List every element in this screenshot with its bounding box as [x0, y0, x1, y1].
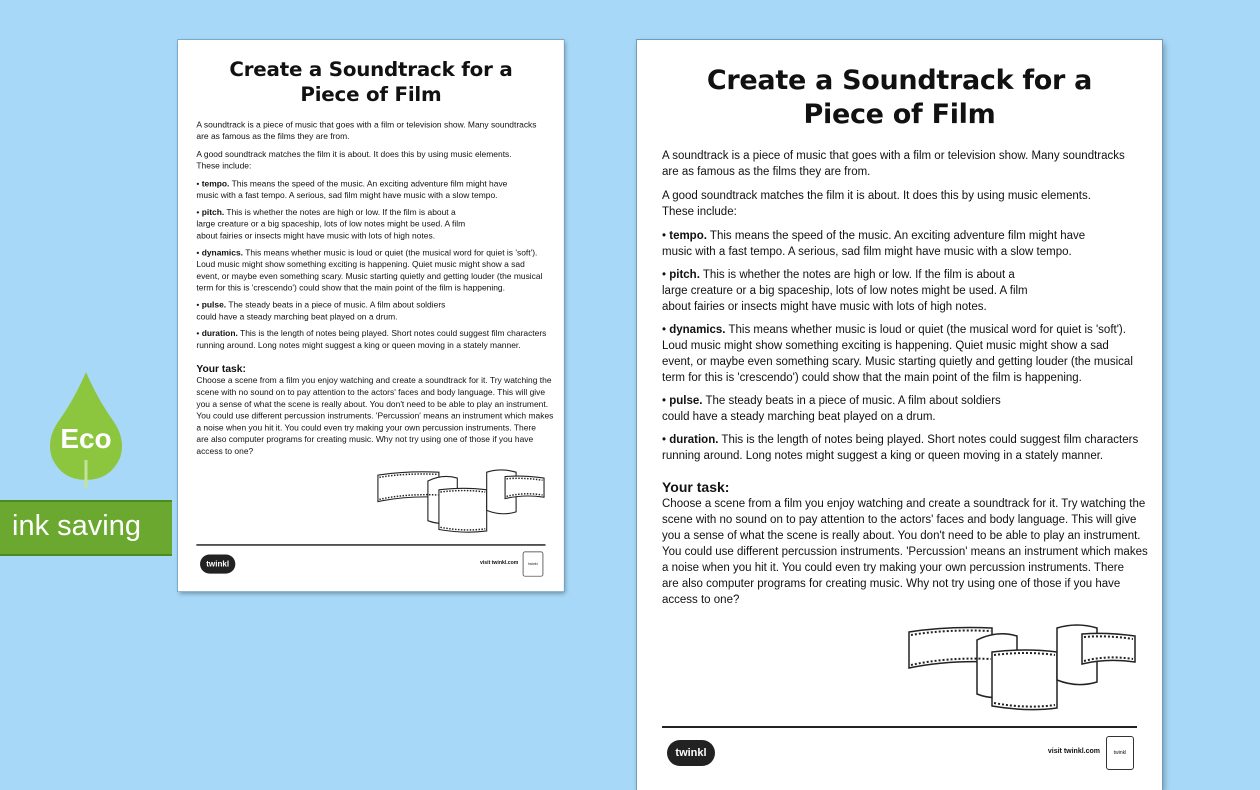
bullet-term: duration. — [201, 329, 238, 339]
bullet-term: tempo. — [201, 179, 230, 189]
ink-saving-label: ink saving — [12, 510, 141, 542]
task-heading: Your task: — [196, 362, 246, 375]
checked-badge-icon: twinkl — [1106, 736, 1134, 770]
list-item: • dynamics. This means whether music is loud or quiet (the musical word for quiet is 'soft'). Loud music might show something exciting is happening. Quiet music might show a sad event, or maybe even something scary. Music starting quietly and getting louder (the musical term for this is 'crescendo') could show that the main point of the film is happening. — [662, 324, 1133, 384]
bullet-term: pitch. — [201, 208, 225, 218]
twinkl-logo: twinkl — [667, 740, 715, 766]
visit-website-text: visit twinkl.com — [1047, 748, 1100, 755]
bullet-term: dynamics. — [201, 248, 244, 258]
bullet-text: This is the length of notes being played. Short notes could suggest film characters running around. Long notes might suggest a king or queen moving in a stately manner. — [196, 329, 547, 351]
list-item: • pitch. This is whether the notes are high or low. If the film is about a large creature or a big spaceship, lots of low notes might be used. A film about fairies or insects might have music with lots of high notes. — [196, 208, 466, 241]
bullet-term: duration. — [669, 434, 719, 446]
eco-label: Eco — [60, 423, 112, 454]
bullet-text: This is whether the notes are high or low. If the film is about a large creature or a big spaceship, lots of low notes might be used. A film about fairies or insects might have music with lots of high notes. — [196, 208, 466, 241]
bullet-term: tempo. — [669, 230, 707, 242]
list-item: • duration. This is the length of notes being played. Short notes could suggest film characters running around. Long notes might suggest a king or queen moving in a stately manner. — [196, 329, 547, 351]
list-item: • tempo. This means the speed of the music. An exciting adventure film might have music with a fast tempo. A serious, sad film might have music with a slow tempo. — [662, 230, 1086, 258]
worksheet-preview-large — [637, 40, 1162, 790]
bullet-text: The steady beats in a piece of music. A film about soldiers could have a steady marching beat played on a drum. — [662, 395, 1001, 423]
footer-divider — [196, 544, 545, 545]
film-strip-illustration — [376, 468, 545, 536]
bullet-term: pitch. — [669, 269, 700, 281]
worksheet-content — [662, 64, 1148, 616]
checked-badge-icon: twinkl — [523, 552, 544, 577]
intro-paragraph: A good soundtrack matches the film it is about. It does this by using music elements. These include: — [196, 150, 512, 171]
visit-website-text: visit twinkl.com — [479, 560, 519, 566]
bullet-term: pulse. — [201, 300, 227, 310]
bullet-text: This means whether music is loud or quiet (the musical word for quiet is 'soft'). Loud music might show something exciting is happening. Quiet music might show a sad event, or maybe even something scary. Music starting quietly and getting louder (the musical term for this is 'crescendo') could show that the main point of the film is happening. — [662, 324, 1133, 384]
worksheet-preview-small — [178, 40, 564, 591]
worksheet-title: Create a Soundtrack for a Piece of Film — [706, 65, 1093, 130]
twinkl-logo: twinkl — [200, 555, 235, 574]
intro-paragraph: A soundtrack is a piece of music that goes with a film or television show. Many soundtracks are as famous as the films they are from. — [662, 150, 1125, 178]
list-item: • pulse. The steady beats in a piece of music. A film about soldiers could have a steady marching beat played on a drum. — [196, 300, 446, 322]
bullet-text: This is whether the notes are high or low. If the film is about a large creature or a big spaceship, lots of low notes might be used. A film about fairies or insects might have music with lots of high notes. — [662, 269, 1028, 313]
bullet-text: This means the speed of the music. An exciting adventure film might have music with a fast tempo. A serious, sad film might have music with a slow tempo. — [662, 230, 1086, 258]
intro-paragraph: A good soundtrack matches the film it is about. It does this by using music elements. These include: — [662, 190, 1091, 218]
footer-divider — [662, 726, 1137, 728]
bullet-term: pulse. — [669, 395, 703, 407]
task-paragraph: Choose a scene from a film you enjoy watching and create a soundtrack for it. Try watching the scene with no sound on to pay attention to the actors' faces and body language. This will give you a sense of what the scene is really about. You don't need to be able to play an instrument. You could use different percussion instruments. 'Percussion' means an instrument which makes a noise when you hit it. You could even try making your own percussion instruments. There are also computer programs for creating music. Why not try using one of those if you have access to one? — [662, 498, 1148, 606]
task-heading: Your task: — [662, 479, 730, 495]
list-item: • dynamics. This means whether music is loud or quiet (the musical word for quiet is 'soft'). Loud music might show something exciting is happening. Quiet music might show a sad event, or maybe even something scary. Music starting quietly and getting louder (the musical term for this is 'crescendo') could show that the main point of the film is happening. — [196, 248, 543, 293]
bullet-text: The steady beats in a piece of music. A film about soldiers could have a steady marching beat played on a drum. — [196, 300, 446, 322]
worksheet-content — [196, 58, 554, 464]
list-item: • pulse. The steady beats in a piece of music. A film about soldiers could have a steady marching beat played on a drum. — [662, 395, 1001, 423]
list-item: • duration. This is the length of notes being played. Short notes could suggest film characters running around. Long notes might suggest a king or queen moving in a stately manner. — [662, 434, 1139, 462]
music-elements-list — [662, 228, 1137, 464]
bullet-text: This means the speed of the music. An exciting adventure film might have music with a fast tempo. A serious, sad film might have music with a slow tempo. — [196, 179, 508, 201]
list-item: • tempo. This means the speed of the music. An exciting adventure film might have music with a fast tempo. A serious, sad film might have music with a slow tempo. — [196, 179, 508, 201]
intro-paragraph: A soundtrack is a piece of music that goes with a film or television show. Many soundtracks are as famous as the films they are from. — [196, 120, 537, 142]
film-strip-illustration — [907, 622, 1137, 714]
music-elements-list — [196, 178, 545, 351]
bullet-text: This is the length of notes being played. Short notes could suggest film characters running around. Long notes might suggest a king or queen moving in a stately manner. — [662, 434, 1139, 462]
bullet-text: This means whether music is loud or quiet (the musical word for quiet is 'soft'). Loud music might show something exciting is happening. Quiet music might show a sad event, or maybe even something scary. Music starting quietly and getting louder (the musical term for this is 'crescendo') could show that the main point of the film is happening. — [196, 248, 543, 293]
task-paragraph: Choose a scene from a film you enjoy watching and create a soundtrack for it. Try watching the scene with no sound on to pay attention to the actors' faces and body language. This will give you a sense of what the scene is really about. You don't need to be able to play an instrument. You could use different percussion instruments. 'Percussion' means an instrument which makes a noise when you hit it. You could even try making your own percussion instruments. There are also computer programs for creating music. Why not try using one of those if you have access to one? — [196, 376, 554, 457]
worksheet-title: Create a Soundtrack for a Piece of Film — [229, 58, 513, 107]
list-item: • pitch. This is whether the notes are high or low. If the film is about a large creature or a big spaceship, lots of low notes might be used. A film about fairies or insects might have music with lots of high notes. — [662, 269, 1028, 313]
bullet-term: dynamics. — [669, 324, 726, 336]
